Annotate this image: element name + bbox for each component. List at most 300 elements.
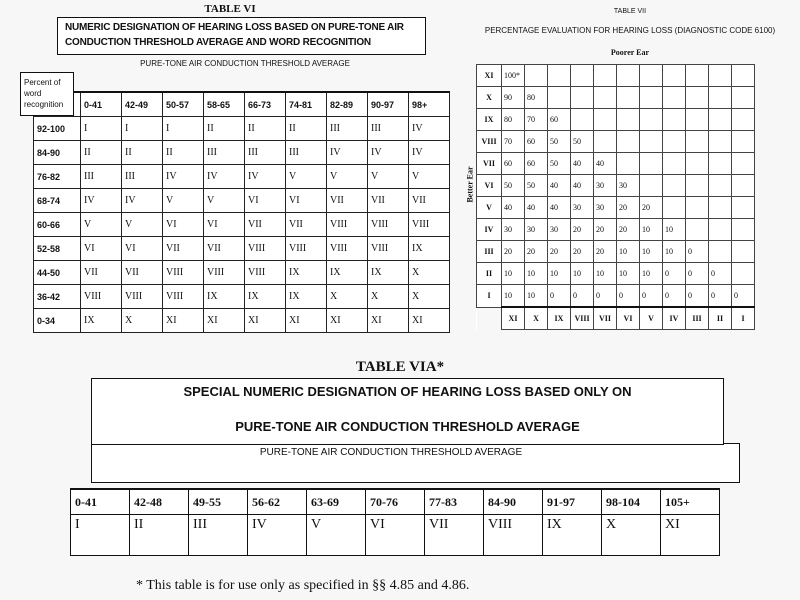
table-vii-empty-cell <box>709 65 732 87</box>
table-vi-cell: III <box>327 117 368 141</box>
table-via-range-cell: 98-104 <box>602 489 661 515</box>
table-via-designation-cell: X <box>602 515 661 556</box>
table-vi-row <box>34 141 450 165</box>
table-via-designation-cell: VIII <box>484 515 543 556</box>
table-via-title: TABLE VIA* <box>355 359 445 375</box>
table-via-range-cell: 42-48 <box>130 489 189 515</box>
table-vi-cell: VIII <box>81 285 122 309</box>
table-vii-row <box>477 131 755 153</box>
table-vii-cell: 40 <box>502 197 525 219</box>
table-vii-cell: 0 <box>594 285 617 308</box>
table-vii-column-header: III <box>686 307 709 330</box>
table-vii-cell: 0 <box>709 285 732 308</box>
table-vi-column-header: 42-49 <box>122 92 163 117</box>
table-vi-row <box>34 261 450 285</box>
table-vi-cell: V <box>286 165 327 189</box>
table-vii-column-header: XI <box>502 307 525 330</box>
table-vi-cell: XI <box>204 309 245 333</box>
table-vii-empty-cell <box>548 87 571 109</box>
table-via-designation-row <box>71 515 720 556</box>
table-vii-cell: 80 <box>502 109 525 131</box>
table-vii-row <box>477 197 755 219</box>
table-vii-empty-cell <box>640 153 663 175</box>
table-vii-row <box>477 285 755 308</box>
table-vi-cell: II <box>286 117 327 141</box>
table-vii-column-header: IX <box>548 307 571 330</box>
table-vi-cell: I <box>81 117 122 141</box>
table-vii-row-label: X <box>477 87 502 109</box>
table-via-range-cell: 91-97 <box>543 489 602 515</box>
table-vii-cell: 50 <box>571 131 594 153</box>
table-vii-cell: 60 <box>525 153 548 175</box>
table-via-heading-line1: SPECIAL NUMERIC DESIGNATION OF HEARING LOSS BASED ONLY ON <box>183 384 632 399</box>
table-vii-cell: 50 <box>548 131 571 153</box>
table-vi-cell: VIII <box>409 213 450 237</box>
table-vii-cell: 20 <box>525 241 548 263</box>
table-vii-row-label: V <box>477 197 502 219</box>
table-vi-cell: VI <box>286 189 327 213</box>
table-vii-column-header: I <box>732 307 755 330</box>
table-vi-row-header: Percent of word recognition <box>20 72 74 116</box>
table-vii-empty-cell <box>663 131 686 153</box>
table-vi-cell: V <box>327 165 368 189</box>
table-vi-cell: IV <box>409 117 450 141</box>
table-via-designation-cell: III <box>189 515 248 556</box>
table-vi-column-header: 74-81 <box>286 92 327 117</box>
table-vii-empty-cell <box>594 65 617 87</box>
table-vii-empty-cell <box>640 175 663 197</box>
table-vi-row <box>34 165 450 189</box>
table-vi-row <box>34 117 450 141</box>
table-vi-subheading: PURE-TONE AIR CONDUCTION THRESHOLD AVERAGE <box>140 59 350 68</box>
table-vii-empty-cell <box>594 131 617 153</box>
table-vii-cell: 70 <box>502 131 525 153</box>
table-vii-cell: 20 <box>502 241 525 263</box>
table-vii-empty-cell <box>709 219 732 241</box>
table-vii-empty-cell <box>686 109 709 131</box>
table-vii-empty-cell <box>732 153 755 175</box>
table-vi-cell: X <box>122 309 163 333</box>
table-vii-title: TABLE VII <box>613 8 647 15</box>
table-vii-cell: 40 <box>571 175 594 197</box>
table-vii-empty-cell <box>732 241 755 263</box>
table-vi-cell: X <box>409 261 450 285</box>
table-vii-row <box>477 87 755 109</box>
table-vii-cell: 40 <box>594 153 617 175</box>
table-vii-cell: 10 <box>617 263 640 285</box>
table-vii-cell: 50 <box>502 175 525 197</box>
table-vii-empty-cell <box>617 87 640 109</box>
table-vi-cell: V <box>204 189 245 213</box>
table-vi-cell: VII <box>122 261 163 285</box>
table-vii-cell: 10 <box>502 263 525 285</box>
table-vi-cell: XI <box>163 309 204 333</box>
table-vii-cell: 60 <box>525 131 548 153</box>
table-vii-empty-cell <box>640 87 663 109</box>
table-vi-cell: VIII <box>163 285 204 309</box>
table-vii-cell: 30 <box>548 219 571 241</box>
table-via-range-cell: 105+ <box>661 489 720 515</box>
table-vii-empty-cell <box>663 175 686 197</box>
table-vii-empty-cell <box>594 109 617 131</box>
table-vii-column-header: X <box>525 307 548 330</box>
table-vii-empty-cell <box>686 65 709 87</box>
table-vii-row <box>477 65 755 87</box>
table-vii-empty-cell <box>663 109 686 131</box>
table-vii-row-label: III <box>477 241 502 263</box>
table-vi-cell: IX <box>245 285 286 309</box>
table-vii-cell: 10 <box>663 219 686 241</box>
table-vi-cell: I <box>122 117 163 141</box>
table-vi-cell: VI <box>245 189 286 213</box>
table-vii-empty-cell <box>732 65 755 87</box>
table-vii-cell: 40 <box>525 197 548 219</box>
table-vii-cell: 10 <box>525 263 548 285</box>
table-vii-row <box>477 219 755 241</box>
table-via-range-cell: 84-90 <box>484 489 543 515</box>
table-vi-cell: IV <box>163 165 204 189</box>
table-vii-empty-cell <box>732 109 755 131</box>
table-vi-cell: VIII <box>245 261 286 285</box>
table-vi-cell: VIII <box>327 213 368 237</box>
table-vii-row-label: I <box>477 285 502 308</box>
table-via-designation-cell: I <box>71 515 130 556</box>
table-vii-empty-cell <box>617 153 640 175</box>
table-vii-column-header: V <box>640 307 663 330</box>
table-vii-column-header: VII <box>594 307 617 330</box>
table-vi-cell: IX <box>368 261 409 285</box>
table-vii-heading: PERCENTAGE EVALUATION FOR HEARING LOSS (DIAGNOSTIC CODE 6100) <box>484 26 776 35</box>
table-vi-cell: XI <box>286 309 327 333</box>
table-vi-cell: XI <box>368 309 409 333</box>
table-vii-cell: 10 <box>663 241 686 263</box>
table-vii-cell: 90 <box>502 87 525 109</box>
table-vii-column-header: II <box>709 307 732 330</box>
table-vii-empty-cell <box>732 175 755 197</box>
table-vii-cell: 20 <box>594 241 617 263</box>
table-vii-empty-cell <box>709 109 732 131</box>
table-vi-row-label: 76-82 <box>34 165 81 189</box>
table-vii-cell: 0 <box>617 285 640 308</box>
table-vii-cell: 10 <box>571 263 594 285</box>
table-vi-column-header: 50-57 <box>163 92 204 117</box>
table-vi-cell: X <box>368 285 409 309</box>
table-vii-cell: 20 <box>617 219 640 241</box>
table-vi-cell: IV <box>204 165 245 189</box>
table-vii-cell: 20 <box>640 197 663 219</box>
table-vii-empty-cell <box>709 87 732 109</box>
table-vii-empty-cell <box>617 131 640 153</box>
table-vi-cell: VII <box>204 237 245 261</box>
table-vi-header-row <box>34 92 450 117</box>
table-vii-grid <box>476 64 755 330</box>
table-vii-empty-cell <box>732 219 755 241</box>
table-vi-cell: III <box>81 165 122 189</box>
table-vii-cell: 80 <box>525 87 548 109</box>
table-vi-cell: II <box>81 141 122 165</box>
table-vii-empty-cell <box>617 109 640 131</box>
table-vi-cell: III <box>286 141 327 165</box>
table-via-range-row <box>71 489 720 515</box>
table-via-designation-cell: IX <box>543 515 602 556</box>
table-vii-cell: 0 <box>640 285 663 308</box>
table-vii-cell: 0 <box>663 263 686 285</box>
table-via-range-cell: 49-55 <box>189 489 248 515</box>
table-vi-cell: VIII <box>368 213 409 237</box>
table-vii-cell: 0 <box>686 241 709 263</box>
table-vii-cell: 60 <box>502 153 525 175</box>
table-vi-cell: IX <box>286 285 327 309</box>
table-vii-cell: 40 <box>548 175 571 197</box>
table-vii-cell: 20 <box>548 241 571 263</box>
table-via-heading-line2: PURE-TONE AIR CONDUCTION THRESHOLD AVERAGE <box>235 419 580 434</box>
table-vi-column-header: 82-89 <box>327 92 368 117</box>
table-vi-cell: IX <box>81 309 122 333</box>
table-via-grid <box>70 488 720 556</box>
table-vii-empty-cell <box>548 65 571 87</box>
table-vi-row-label: 68-74 <box>34 189 81 213</box>
table-vi-cell: IV <box>327 141 368 165</box>
table-vii-cell: 10 <box>548 263 571 285</box>
table-vi-title: TABLE VI <box>204 3 256 15</box>
table-vi-column-header: 66-73 <box>245 92 286 117</box>
table-vii-empty-cell <box>686 87 709 109</box>
table-vi-column-header: 0-41 <box>81 92 122 117</box>
table-via-designation-cell: VII <box>425 515 484 556</box>
table-vi-column-header: 90-97 <box>368 92 409 117</box>
table-vii-row <box>477 109 755 131</box>
table-vi-cell: X <box>327 285 368 309</box>
table-vi-cell: II <box>122 141 163 165</box>
table-vi-grid <box>33 91 450 333</box>
table-vi-cell: VII <box>327 189 368 213</box>
table-via-range-cell: 63-69 <box>307 489 366 515</box>
table-vii-empty-cell <box>640 109 663 131</box>
table-vi-cell: IV <box>409 141 450 165</box>
table-vi-cell: X <box>409 285 450 309</box>
table-vi-cell: IX <box>327 261 368 285</box>
table-vii-column-header: IV <box>663 307 686 330</box>
table-vii-cell: 0 <box>732 285 755 308</box>
table-vii-row <box>477 175 755 197</box>
table-vi-cell: VIII <box>327 237 368 261</box>
table-via-range-cell: 77-83 <box>425 489 484 515</box>
table-vii-cell: 20 <box>571 219 594 241</box>
table-vii-corner-cell <box>477 307 502 330</box>
table-vi-cell: III <box>368 117 409 141</box>
table-vi-cell: XI <box>327 309 368 333</box>
table-vii-cell: 20 <box>594 219 617 241</box>
table-vii-cell: 0 <box>686 285 709 308</box>
table-vii-column-header: VI <box>617 307 640 330</box>
table-vii-column-header: VIII <box>571 307 594 330</box>
poorer-ear-label: Poorer Ear <box>610 48 650 57</box>
table-vi-cell: IV <box>122 189 163 213</box>
table-vii-row-label: VI <box>477 175 502 197</box>
table-via-designation-cell: II <box>130 515 189 556</box>
table-vii-cell: 0 <box>663 285 686 308</box>
table-vi-cell: VII <box>81 261 122 285</box>
table-vi-cell: III <box>245 141 286 165</box>
table-vii-cell: 50 <box>548 153 571 175</box>
table-vii-cell: 70 <box>525 109 548 131</box>
table-vi-cell: II <box>204 117 245 141</box>
table-vii-empty-cell <box>640 131 663 153</box>
table-vii-cell: 20 <box>571 241 594 263</box>
table-vii-empty-cell <box>663 153 686 175</box>
table-via-designation-cell: V <box>307 515 366 556</box>
table-vii-cell: 10 <box>617 241 640 263</box>
table-vi-cell: VII <box>286 213 327 237</box>
table-vii-cell: 30 <box>525 219 548 241</box>
table-vi-row <box>34 189 450 213</box>
table-vi-cell: VII <box>368 189 409 213</box>
table-vii-row <box>477 241 755 263</box>
table-vii-empty-cell <box>640 65 663 87</box>
table-vi-cell: VIII <box>245 237 286 261</box>
table-vi-column-header: 58-65 <box>204 92 245 117</box>
table-vi-cell: VIII <box>122 285 163 309</box>
table-vi-cell: VII <box>163 237 204 261</box>
table-vii-row-label: VII <box>477 153 502 175</box>
table-vi-cell: V <box>163 189 204 213</box>
table-vii-empty-cell <box>686 175 709 197</box>
table-vii-cell: 30 <box>594 175 617 197</box>
table-vii-cell: 0 <box>709 263 732 285</box>
table-vii-cell: 60 <box>548 109 571 131</box>
table-vii-empty-cell <box>663 65 686 87</box>
table-vi-cell: XI <box>245 309 286 333</box>
table-vii-row <box>477 153 755 175</box>
table-vi-cell: VIII <box>163 261 204 285</box>
table-via-designation-cell: XI <box>661 515 720 556</box>
table-vi-cell: II <box>245 117 286 141</box>
table-vi-row-label: 92-100 <box>34 117 81 141</box>
table-vii-row-label: IX <box>477 109 502 131</box>
table-vii-empty-cell <box>594 87 617 109</box>
table-vii-empty-cell <box>732 87 755 109</box>
table-vii-row-label: VIII <box>477 131 502 153</box>
table-vi-cell: VI <box>204 213 245 237</box>
table-vii-row-label: IV <box>477 219 502 241</box>
table-vii-row <box>477 263 755 285</box>
table-vii-empty-cell <box>709 241 732 263</box>
table-vi-cell: VIII <box>368 237 409 261</box>
table-vi-cell: V <box>409 165 450 189</box>
table-vii-empty-cell <box>709 197 732 219</box>
table-vi-cell: VI <box>122 237 163 261</box>
table-vii-empty-cell <box>571 109 594 131</box>
table-vii-cell: 30 <box>617 175 640 197</box>
better-ear-label: Better Ear <box>465 166 475 203</box>
table-vii-cell: 10 <box>502 285 525 308</box>
table-vi-cell: V <box>81 213 122 237</box>
table-vii-empty-cell <box>571 87 594 109</box>
table-vi-cell: III <box>204 141 245 165</box>
table-vii-cell: 30 <box>594 197 617 219</box>
table-via-range-cell: 0-41 <box>71 489 130 515</box>
table-vi-cell: XI <box>409 309 450 333</box>
table-vii-cell: 100* <box>502 65 525 87</box>
table-vi-cell: I <box>163 117 204 141</box>
table-vi-cell: VII <box>245 213 286 237</box>
table-vii-cell: 10 <box>640 263 663 285</box>
table-vii-cell: 10 <box>525 285 548 308</box>
table-vi-cell: IX <box>286 261 327 285</box>
table-vii-empty-cell <box>709 153 732 175</box>
table-vii-empty-cell <box>732 263 755 285</box>
table-vii-empty-cell <box>686 219 709 241</box>
table-vi-cell: VI <box>163 213 204 237</box>
table-vi-row <box>34 237 450 261</box>
table-vii-empty-cell <box>617 65 640 87</box>
table-vi-cell: VI <box>81 237 122 261</box>
table-vi-cell: VIII <box>286 237 327 261</box>
table-vi-cell: V <box>122 213 163 237</box>
table-via-subheading: PURE-TONE AIR CONDUCTION THRESHOLD AVERAGE <box>259 447 523 458</box>
table-vi-cell: III <box>122 165 163 189</box>
table-vii-cell: 30 <box>502 219 525 241</box>
table-vii-empty-cell <box>686 197 709 219</box>
table-vii-empty-cell <box>663 87 686 109</box>
table-vi-heading: NUMERIC DESIGNATION OF HEARING LOSS BASED ON PURE-TONE AIR CONDUCTION THRESHOLD AVERAGE AND WORD RECOGNITION <box>65 22 404 48</box>
table-vi-row-label: 44-50 <box>34 261 81 285</box>
table-vi-row-label: 60-66 <box>34 213 81 237</box>
table-vii-cell: 40 <box>548 197 571 219</box>
table-vii-cell: 10 <box>640 219 663 241</box>
table-vii-empty-cell <box>709 131 732 153</box>
table-vii-empty-cell <box>732 131 755 153</box>
table-vi-cell: VIII <box>204 261 245 285</box>
table-vi-row-label: 0-34 <box>34 309 81 333</box>
table-vi-cell: V <box>368 165 409 189</box>
table-vi-column-header: 98+ <box>409 92 450 117</box>
table-vi-row-label: 36-42 <box>34 285 81 309</box>
table-vii-row-label: XI <box>477 65 502 87</box>
table-vii-empty-cell <box>525 65 548 87</box>
table-vii-column-header-row <box>477 307 755 330</box>
table-vi-cell: II <box>163 141 204 165</box>
table-via-range-cell: 56-62 <box>248 489 307 515</box>
table-vi-cell: VII <box>409 189 450 213</box>
table-via-designation-cell: IV <box>248 515 307 556</box>
table-via-range-cell: 70-76 <box>366 489 425 515</box>
table-vi-cell: IV <box>368 141 409 165</box>
table-vii-empty-cell <box>686 153 709 175</box>
table-vii-cell: 0 <box>548 285 571 308</box>
table-vii-empty-cell <box>732 197 755 219</box>
table-vi-cell: IV <box>245 165 286 189</box>
table-vii-cell: 10 <box>594 263 617 285</box>
table-vii-empty-cell <box>663 197 686 219</box>
table-vii-cell: 0 <box>686 263 709 285</box>
table-vii-cell: 40 <box>571 153 594 175</box>
table-vii-empty-cell <box>571 65 594 87</box>
table-vii-empty-cell <box>709 175 732 197</box>
table-vii-row-label: II <box>477 263 502 285</box>
table-vi-row-label: 84-90 <box>34 141 81 165</box>
table-vii-cell: 50 <box>525 175 548 197</box>
table-vi-row <box>34 309 450 333</box>
table-vi-cell: IV <box>81 189 122 213</box>
table-vii-cell: 20 <box>617 197 640 219</box>
table-vii-cell: 10 <box>640 241 663 263</box>
table-vi-row <box>34 213 450 237</box>
table-vi-row-label: 52-58 <box>34 237 81 261</box>
table-vii-cell: 30 <box>571 197 594 219</box>
table-vi-cell: IX <box>204 285 245 309</box>
table-via-designation-cell: VI <box>366 515 425 556</box>
